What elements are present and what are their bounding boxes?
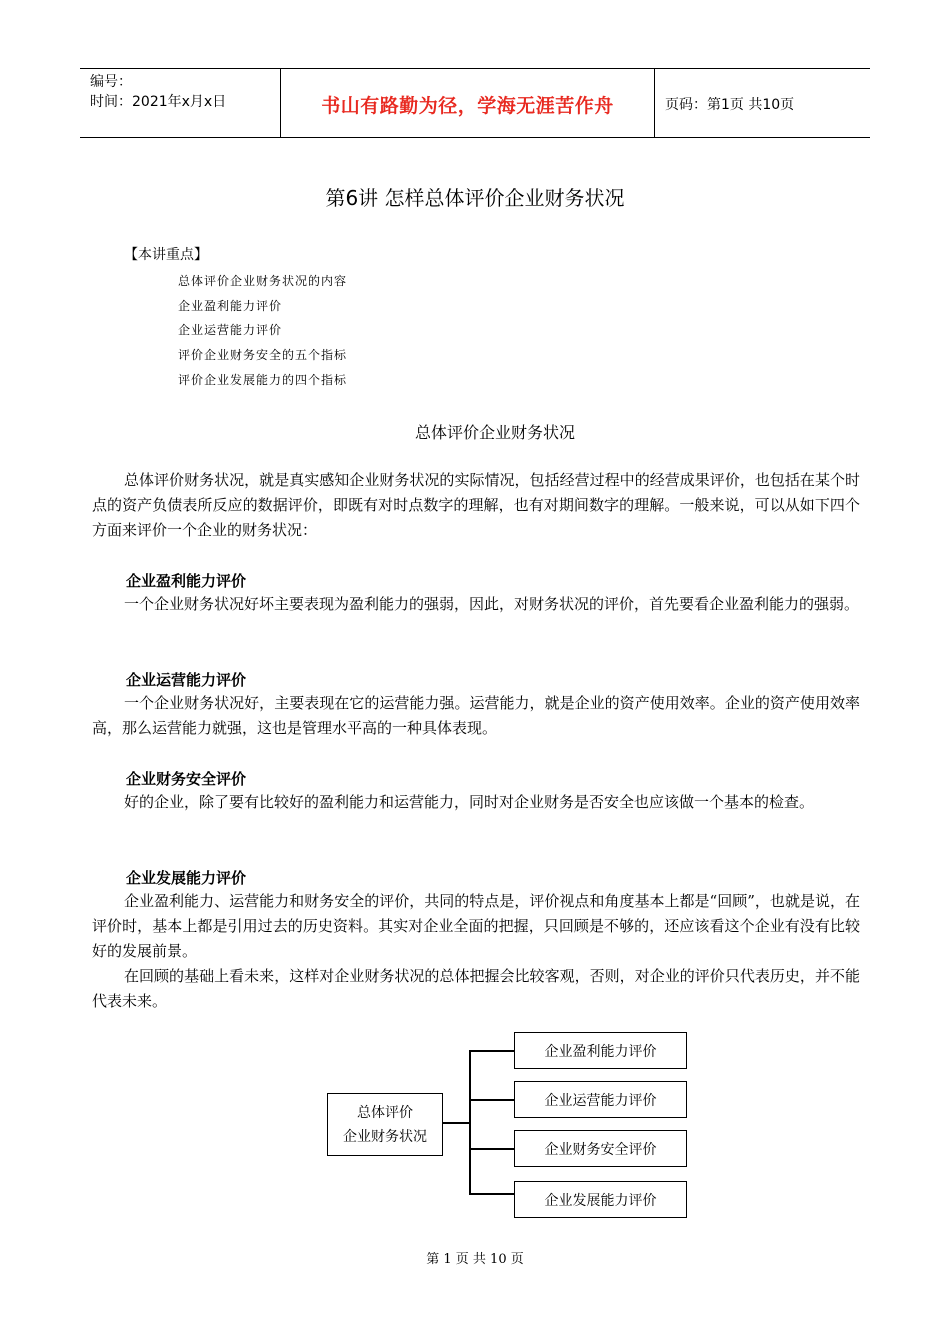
header-table (80, 68, 870, 138)
section-heading-development: 企业发展能力评价 (126, 869, 247, 887)
connector-line (442, 1122, 470, 1124)
focus-item: 总体评价企业财务状况的内容 (178, 274, 348, 288)
section-heading-profitability: 企业盈利能力评价 (126, 572, 247, 590)
connector-line (469, 1050, 471, 1194)
focus-item: 企业盈利能力评价 (178, 299, 283, 313)
number-label: 编号： (90, 74, 132, 90)
diagram-root-box (327, 1093, 443, 1156)
diagram-child-box: 企业运营能力评价 (514, 1081, 687, 1118)
connector-line (469, 1148, 515, 1150)
page-footer: 第 1 页 共 10 页 (426, 1252, 524, 1267)
motto: 书山有路勤为径，学海无涯苦作舟 (321, 95, 614, 117)
time-label: 时间：2021年x月x日 (90, 94, 227, 110)
page-title: 第6讲 怎样总体评价企业财务状况 (325, 186, 625, 210)
connector-line (469, 1099, 515, 1101)
section-heading-safety: 企业财务安全评价 (126, 770, 247, 788)
header-right-cell (655, 69, 870, 137)
header-left-cell (80, 69, 281, 137)
diagram-child-box: 企业盈利能力评价 (514, 1032, 687, 1069)
section-paragraph: 一个企业财务状况好坏主要表现为盈利能力的强弱，因此，对财务状况的评价，首先要看企业盈利能力的强弱。 (124, 595, 860, 613)
section-paragraph: 好的企业，除了要有比较好的盈利能力和运营能力，同时对企业财务是否安全也应该做一个基本的检查。 (124, 793, 815, 811)
focus-item: 评价企业财务安全的五个指标 (178, 348, 348, 362)
root-line2: 企业财务状况 (343, 1128, 427, 1145)
section-heading-operation: 企业运营能力评价 (126, 671, 247, 689)
connector-line (469, 1050, 515, 1052)
diagram-child-box: 企业财务安全评价 (514, 1130, 687, 1167)
focus-item: 评价企业发展能力的四个指标 (178, 373, 348, 387)
diagram-child-box: 企业发展能力评价 (514, 1181, 687, 1218)
section-paragraph: 企业盈利能力、运营能力和财务安全的评价，共同的特点是，评价视点和角度基本上都是“回顾”，也就是说，在评价时，基本上都是引用过去的历史资料。其实对企业全面的把握，只回顾是不够的，还应该看这个企业有没有比较好的发展前景。 (92, 892, 860, 960)
page-info: 页码：第1页 共10页 (665, 97, 795, 113)
root-line1: 总体评价 (357, 1104, 413, 1121)
focus-label: 【本讲重点】 (124, 247, 208, 263)
section-title: 总体评价企业财务状况 (414, 423, 575, 442)
intro-paragraph: 总体评价财务状况，就是真实感知企业财务状况的实际情况，包括经营过程中的经营成果评价，也包括在某个时点的资产负债表所反应的数据评价，即既有对时点数字的理解，也有对期间数字的理解。一般来说，可以从如下四个方面来评价一个企业的财务状况： (92, 471, 860, 539)
focus-item: 企业运营能力评价 (178, 323, 283, 337)
section-paragraph: 在回顾的基础上看未来，这样对企业财务状况的总体把握会比较客观，否则，对企业的评价只代表历史，并不能代表未来。 (92, 967, 860, 1010)
header-center-cell (281, 69, 655, 137)
section-paragraph: 一个企业财务状况好，主要表现在它的运营能力强。运营能力，就是企业的资产使用效率。企业的资产使用效率高，那么运营能力就强，这也是管理水平高的一种具体表现。 (92, 694, 860, 737)
connector-line (469, 1193, 515, 1195)
